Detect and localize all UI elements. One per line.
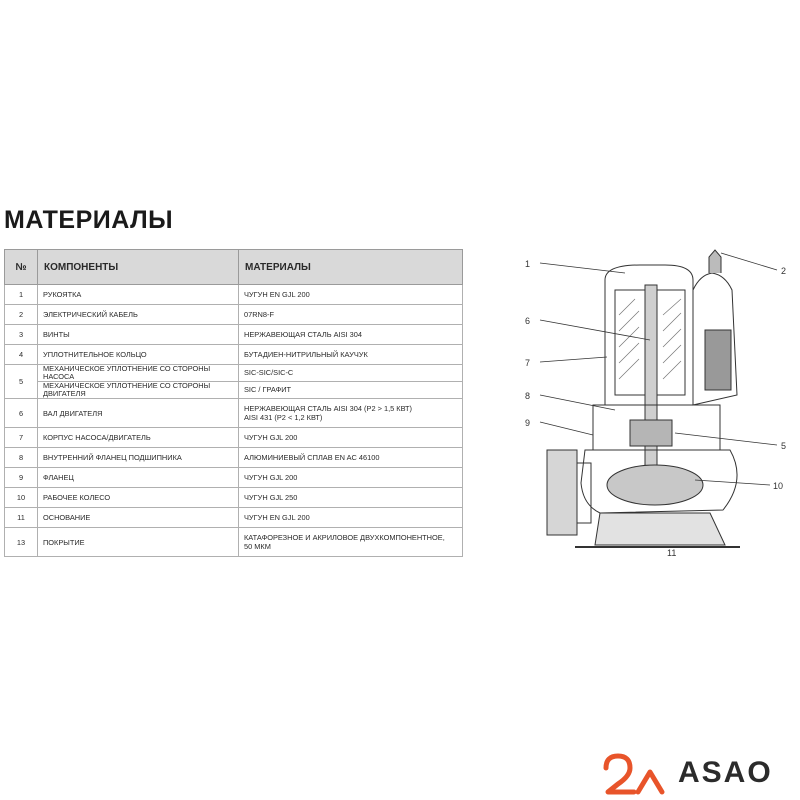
row-material xyxy=(239,528,463,557)
row-material-line: КАТАФОРЕЗНОЕ И АКРИЛОВОЕ ДВУХКОМПОНЕНТНОЕ, xyxy=(244,533,445,542)
table-header-row xyxy=(5,250,463,285)
mechanical-seal xyxy=(630,420,672,446)
table-row xyxy=(5,448,463,468)
row-component: ВНУТРЕННИЙ ФЛАНЕЦ ПОДШИПНИКА xyxy=(38,448,239,468)
row-material: SIC / ГРАФИТ xyxy=(239,382,463,399)
table-row xyxy=(5,528,463,557)
header-component: КОМПОНЕНТЫ xyxy=(38,250,239,285)
row-number: 3 xyxy=(5,325,38,345)
leader-1 xyxy=(540,263,625,273)
row-material: ЧУГУН GJL 250 xyxy=(239,488,463,508)
row-component: ЭЛЕКТРИЧЕСКИЙ КАБЕЛЬ xyxy=(38,305,239,325)
row-component: ПОКРЫТИЕ xyxy=(38,528,239,557)
table-row xyxy=(5,399,463,428)
leader-8 xyxy=(540,395,615,410)
row-component: МЕХАНИЧЕСКОЕ УПЛОТНЕНИЕ СО СТОРОНЫ НАСОСА xyxy=(38,365,239,382)
table-row xyxy=(5,488,463,508)
table-row xyxy=(5,508,463,528)
callout-8: 8 xyxy=(525,391,531,401)
header-material: МАТЕРИАЛЫ xyxy=(239,250,463,285)
row-number: 13 xyxy=(5,528,38,557)
row-material: БУТАДИЕН-НИТРИЛЬНЫЙ КАУЧУК xyxy=(239,345,463,365)
row-material: SIC-SIC/SIC-C xyxy=(239,365,463,382)
table-row xyxy=(5,345,463,365)
callout-9: 9 xyxy=(525,418,531,428)
row-component: РУКОЯТКА xyxy=(38,285,239,305)
row-component: ВИНТЫ xyxy=(38,325,239,345)
callout-2: 2 xyxy=(781,266,787,276)
row-number: 11 xyxy=(5,508,38,528)
cable-gland xyxy=(709,250,721,273)
row-number: 10 xyxy=(5,488,38,508)
row-component: МЕХАНИЧЕСКОЕ УПЛОТНЕНИЕ СО СТОРОНЫ ДВИГАТЕЛЯ xyxy=(38,382,239,399)
table-row xyxy=(5,382,463,399)
table-row xyxy=(5,428,463,448)
asao-logo-text: ASAO xyxy=(678,756,773,789)
leader-10 xyxy=(695,480,770,485)
row-material-line: AISI 431 (P2 < 1,2 КВТ) xyxy=(244,413,323,422)
row-component: КОРПУС НАСОСА/ДВИГАТЕЛЬ xyxy=(38,428,239,448)
row-number: 8 xyxy=(5,448,38,468)
row-material: ЧУГУН GJL 200 xyxy=(239,428,463,448)
table-row xyxy=(5,285,463,305)
callout-10: 10 xyxy=(773,481,784,491)
row-number: 5 xyxy=(5,365,38,399)
row-material: ЧУГУН GJL 200 xyxy=(239,468,463,488)
outlet-pipe xyxy=(577,463,591,523)
table-row xyxy=(5,468,463,488)
row-material xyxy=(239,399,463,428)
asao-logo-icon xyxy=(598,750,668,798)
leader-9 xyxy=(540,422,593,435)
row-material: ЧУГУН EN GJL 200 xyxy=(239,285,463,305)
row-number: 1 xyxy=(5,285,38,305)
row-material: АЛЮМИНИЕВЫЙ СПЛАВ EN AC 46100 xyxy=(239,448,463,468)
impeller xyxy=(607,465,703,505)
row-number: 9 xyxy=(5,468,38,488)
pump-base xyxy=(595,513,725,545)
row-component: ОСНОВАНИЕ xyxy=(38,508,239,528)
leader-5 xyxy=(675,433,777,445)
row-material: НЕРЖАВЕЮЩАЯ СТАЛЬ AISI 304 xyxy=(239,325,463,345)
callout-6: 6 xyxy=(525,316,531,326)
leader-7 xyxy=(540,357,607,362)
row-material-line: 50 МКМ xyxy=(244,542,271,551)
row-number: 4 xyxy=(5,345,38,365)
table-row xyxy=(5,365,463,382)
row-component: ВАЛ ДВИГАТЕЛЯ xyxy=(38,399,239,428)
callout-5: 5 xyxy=(781,441,787,451)
row-component: УПЛОТНИТЕЛЬНОЕ КОЛЬЦО xyxy=(38,345,239,365)
row-component: ФЛАНЕЦ xyxy=(38,468,239,488)
row-component: РАБОЧЕЕ КОЛЕСО xyxy=(38,488,239,508)
pump-cross-section-diagram xyxy=(515,245,800,560)
callout-11: 11 xyxy=(667,548,677,558)
asao-logo xyxy=(598,750,798,798)
row-material: ЧУГУН EN GJL 200 xyxy=(239,508,463,528)
callout-1: 1 xyxy=(525,259,531,269)
capacitor xyxy=(705,330,731,390)
leader-2 xyxy=(721,253,777,270)
outlet-flange xyxy=(547,450,577,535)
table-row xyxy=(5,305,463,325)
row-number: 6 xyxy=(5,399,38,428)
row-material-line: НЕРЖАВЕЮЩАЯ СТАЛЬ AISI 304 (P2 > 1,5 КВТ) xyxy=(244,404,413,413)
callout-7: 7 xyxy=(525,358,531,368)
row-material: 07RN8-F xyxy=(239,305,463,325)
row-number: 7 xyxy=(5,428,38,448)
row-number: 2 xyxy=(5,305,38,325)
page-title: МАТЕРИАЛЫ xyxy=(4,206,174,234)
leader-6 xyxy=(540,320,650,340)
table-row xyxy=(5,325,463,345)
header-no: № xyxy=(5,250,38,285)
materials-table xyxy=(4,249,463,557)
